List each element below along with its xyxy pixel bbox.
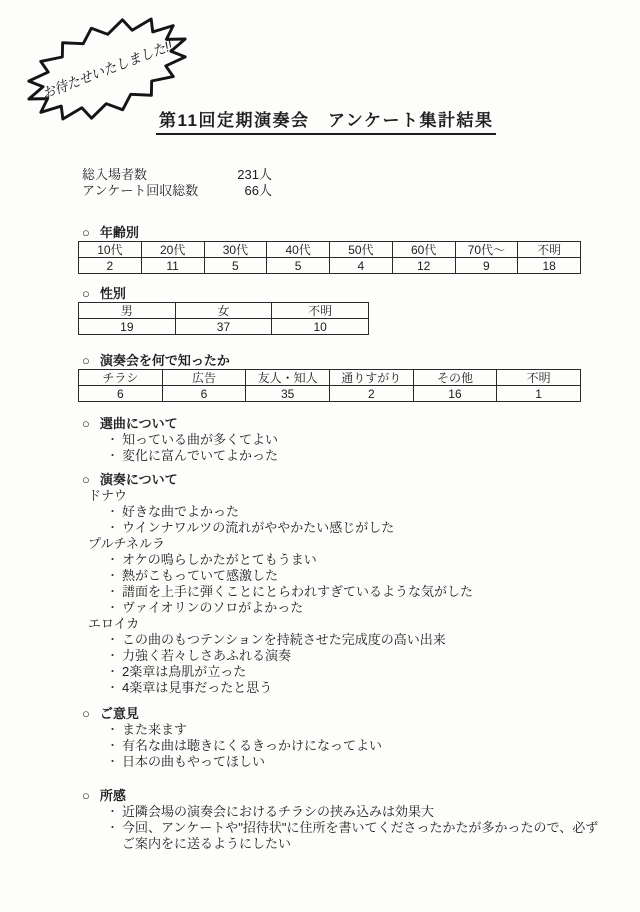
bullet-text: ヴァイオリンのソロがよかった	[122, 600, 304, 615]
bullet-item	[107, 600, 640, 616]
section-title: ご意見	[99, 706, 139, 721]
bullet-item	[107, 820, 640, 852]
bullet-text: 日本の曲もやってほしい	[122, 754, 266, 769]
table-value-cell: 5	[204, 258, 267, 274]
bullet-item	[107, 552, 640, 568]
section-heading-age	[82, 225, 640, 241]
table-header-cell: 20代	[141, 242, 204, 258]
bullet-text: 近隣会場の演奏会におけるチラシの挟み込みは効果大	[122, 804, 435, 819]
bullet-dot: ・	[107, 724, 118, 736]
bullet-dot: ・	[107, 506, 118, 518]
table-header-cell: 広告	[162, 370, 246, 386]
table-value-cell: 1	[497, 386, 581, 402]
bullet-item	[107, 520, 640, 536]
bullet-dot: ・	[107, 586, 118, 598]
bullet-dot: ・	[107, 822, 118, 834]
bullet-item	[107, 632, 640, 648]
total-attendance-label: 総入場者数	[82, 167, 148, 182]
bullet-dot: ・	[107, 666, 118, 678]
bullet-text: 変化に富んでいてよかった	[122, 448, 279, 463]
table-header-cell: 不明	[518, 242, 581, 258]
table-value-cell: 2	[79, 258, 142, 274]
piece-name-donau: ドナウ	[88, 488, 128, 503]
bullet-item	[107, 568, 640, 584]
total-attendance-row	[82, 167, 640, 183]
bullet-dot: ・	[107, 650, 118, 662]
table-value-cell: 6	[79, 386, 163, 402]
bullet-dot: ・	[107, 554, 118, 566]
table-value-row	[79, 319, 369, 335]
bullet-text: また来ます	[122, 722, 188, 737]
total-attendance-value: 231人	[237, 167, 272, 182]
table-header-cell: その他	[413, 370, 497, 386]
bullet-dot: ・	[107, 602, 118, 614]
table-value-cell: 10	[272, 319, 369, 335]
bullet-item	[107, 432, 640, 448]
bullet-item	[107, 680, 640, 696]
section-heading-selection	[82, 416, 640, 432]
bullet-dot: ・	[107, 570, 118, 582]
circle-marker: ○	[82, 472, 90, 487]
survey-count-value: 66人	[244, 183, 272, 198]
section-title: 年齢別	[99, 225, 139, 240]
table-header-cell: 70代～	[455, 242, 518, 258]
bullet-dot: ・	[107, 740, 118, 752]
gender-table	[78, 302, 369, 335]
circle-marker: ○	[82, 788, 90, 803]
bullet-text: 譜面を上手に弾くことにとらわれすぎているような気がした	[122, 584, 474, 599]
bullet-item	[107, 664, 640, 680]
survey-count-row	[82, 183, 640, 199]
totals-block	[82, 167, 640, 199]
table-header-cell: 男	[79, 303, 176, 319]
bullet-text: ウインナワルツの流れがややかたい感じがした	[122, 520, 395, 535]
table-header-cell: 60代	[392, 242, 455, 258]
bullet-item	[107, 722, 640, 738]
bullet-item	[107, 448, 640, 464]
bullet-text: オケの鳴らしかたがとてもうまい	[122, 552, 317, 567]
table-header-cell: 10代	[79, 242, 142, 258]
table-header-cell: チラシ	[79, 370, 163, 386]
bullet-text: 力強く若々しさあふれる演奏	[122, 648, 292, 663]
bullet-text: 今回、アンケートや"招待状"に住所を書いてくださったかたが多かったので、必ずご案内をに送るようにしたい	[122, 820, 599, 851]
section-title: 選曲について	[99, 416, 178, 431]
table-value-cell: 4	[330, 258, 393, 274]
section-title: 性別	[99, 286, 126, 301]
bullet-text: この曲のもつテンションを持続させた完成度の高い出来	[122, 632, 446, 647]
bullet-text: 熱がこもっていて感激した	[122, 568, 279, 583]
table-header-row	[79, 242, 581, 258]
section-title: 演奏について	[99, 472, 178, 487]
section-heading-source	[82, 353, 640, 369]
burst-badge	[16, 14, 198, 124]
section-title: 所感	[99, 788, 126, 803]
bullet-dot: ・	[107, 522, 118, 534]
table-value-cell: 2	[329, 386, 413, 402]
table-value-cell: 16	[413, 386, 497, 402]
piece-name-eroica: エロイカ	[88, 616, 140, 631]
bullet-dot: ・	[107, 434, 118, 446]
circle-marker: ○	[82, 225, 90, 240]
source-table	[78, 369, 581, 402]
section-heading-impressions	[82, 788, 640, 804]
circle-marker: ○	[82, 286, 90, 301]
circle-marker: ○	[82, 353, 90, 368]
table-header-row	[79, 370, 581, 386]
table-header-cell: 30代	[204, 242, 267, 258]
table-header-cell: 40代	[267, 242, 330, 258]
bullet-text: 2楽章は鳥肌が立った	[122, 664, 247, 679]
survey-count-label: アンケート回収総数	[82, 183, 199, 198]
bullet-dot: ・	[107, 806, 118, 818]
table-value-cell: 35	[246, 386, 330, 402]
table-header-cell: 通りすがり	[329, 370, 413, 386]
circle-marker: ○	[82, 416, 90, 431]
table-header-cell: 50代	[330, 242, 393, 258]
table-header-cell: 女	[175, 303, 272, 319]
bullet-dot: ・	[107, 634, 118, 646]
bullet-item	[107, 804, 640, 820]
table-value-cell: 12	[392, 258, 455, 274]
table-header-row	[79, 303, 369, 319]
bullet-text: 好きな曲でよかった	[122, 504, 240, 519]
bullet-item	[107, 648, 640, 664]
table-value-cell: 11	[141, 258, 204, 274]
section-heading-opinions	[82, 706, 640, 722]
table-value-row	[79, 258, 581, 274]
table-value-cell: 18	[518, 258, 581, 274]
bullet-dot: ・	[107, 450, 118, 462]
table-value-cell: 6	[162, 386, 246, 402]
bullet-text: 4楽章は見事だったと思う	[122, 680, 273, 695]
table-value-cell: 9	[455, 258, 518, 274]
age-table	[78, 241, 581, 274]
section-heading-gender	[82, 286, 640, 302]
table-header-cell: 不明	[272, 303, 369, 319]
bullet-text: 有名な曲は聴きにくるきっかけになってよい	[122, 738, 383, 753]
bullet-item	[107, 738, 640, 754]
circle-marker: ○	[82, 706, 90, 721]
section-heading-performance	[82, 472, 640, 488]
table-header-cell: 友人・知人	[246, 370, 330, 386]
page-title: 第11回定期演奏会 アンケート集計結果	[156, 110, 496, 135]
table-value-cell: 37	[175, 319, 272, 335]
bullet-item	[107, 504, 640, 520]
table-value-cell: 5	[267, 258, 330, 274]
table-value-row	[79, 386, 581, 402]
piece-name-pulcinella: プルチネルラ	[88, 536, 165, 551]
section-title: 演奏会を何で知ったか	[99, 353, 230, 368]
bullet-item	[107, 754, 640, 770]
bullet-dot: ・	[107, 682, 118, 694]
bullet-item	[107, 584, 640, 600]
bullet-text: 知っている曲が多くてよい	[122, 432, 279, 447]
table-header-cell: 不明	[497, 370, 581, 386]
table-value-cell: 19	[79, 319, 176, 335]
bullet-dot: ・	[107, 756, 118, 768]
badge-text: お待たせいたしました!!	[39, 33, 185, 102]
